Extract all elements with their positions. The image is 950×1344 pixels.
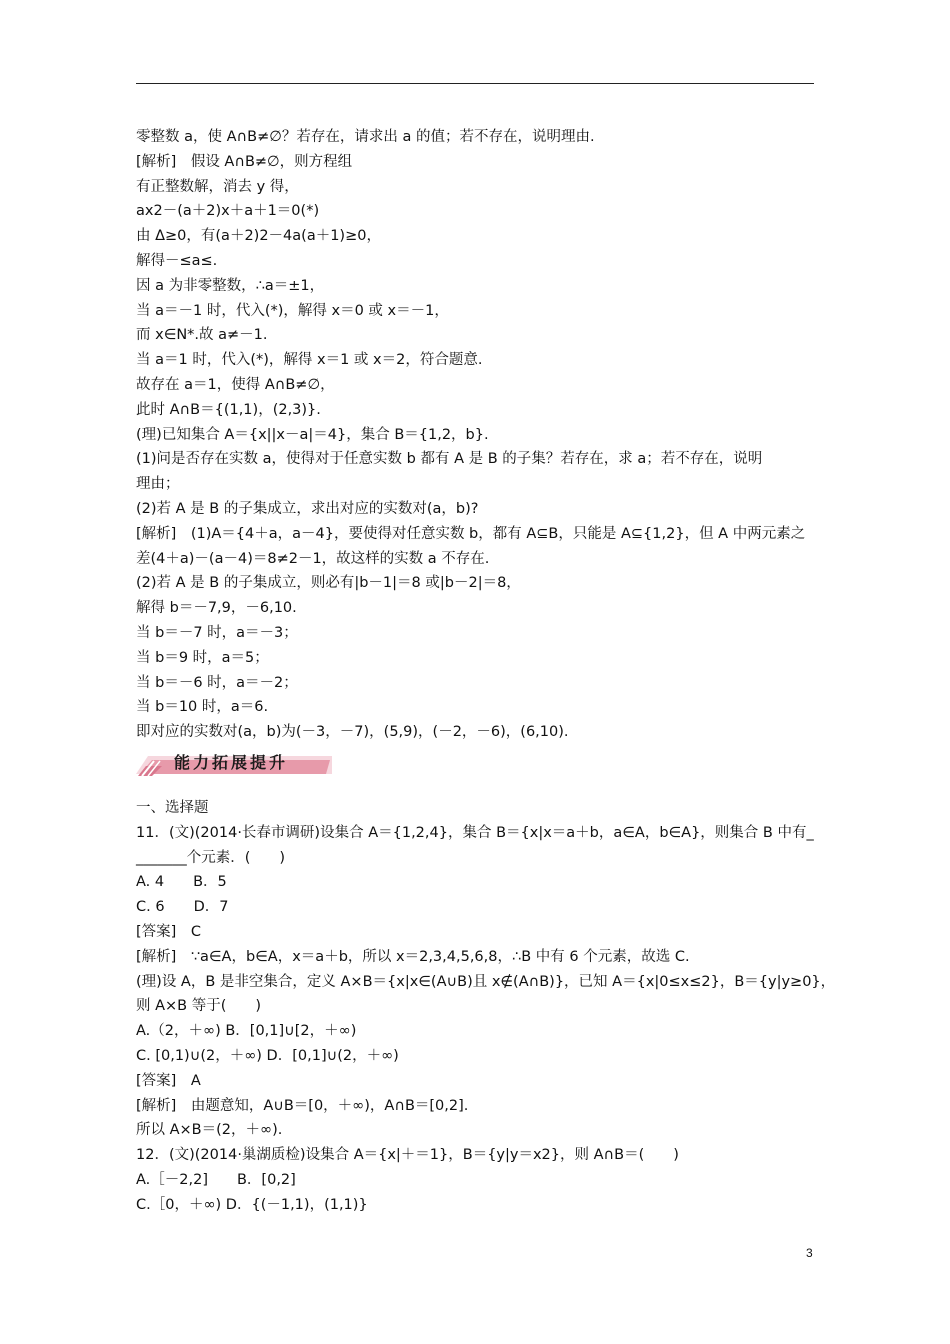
text-line: [解析] 由题意知，A∪B＝[0，＋∞)，A∩B＝[0,2]. [136, 1097, 469, 1114]
text-line: 一、选择题 [136, 800, 209, 816]
text-line: (2)若 A 是 B 的子集成立，求出对应的实数对(a，b)? [136, 500, 479, 517]
text-line: C. 6 D．7 [136, 899, 229, 916]
text-line: 有正整数解，消去 y 得， [136, 178, 299, 195]
text-line: 即对应的实数对(a，b)为(－3，－7)，(5,9)，(－2，－6)，(6,10). [136, 724, 569, 741]
text-line: 当 b＝－6 时，a＝－2； [136, 674, 298, 691]
text-line: 当 b＝－7 时，a＝－3； [136, 624, 298, 641]
text-line: _______个元素．( ) [136, 849, 286, 866]
text-line: 11．(文)(2014·长春市调研)设集合 A＝{1,2,4}，集合 B＝{x|x＝a＋b，a∈A，b∈A}，则集合 B 中有_ [136, 824, 814, 841]
text-line: A. 4 B．5 [136, 874, 227, 891]
text-line: 此时 A∩B＝{(1,1)，(2,3)}. [136, 401, 321, 418]
text-line: C. [0,1)∪(2，＋∞) D．[0,1]∪(2，＋∞) [136, 1047, 399, 1064]
text-line: 则 A×B 等于( ) [136, 998, 262, 1015]
text-line: [解析] ∵a∈A，b∈A，x＝a＋b，所以 x＝2,3,4,5,6,8，∴B 中有 6 个元素，故选 C. [136, 948, 690, 965]
text-line: 当 a＝1 时，代入(*)，解得 x＝1 或 x＝2，符合题意. [136, 352, 483, 369]
text-line: 理由； [136, 476, 180, 493]
section-banner [136, 748, 336, 778]
text-line: (1)问是否存在实数 a，使得对于任意实数 b 都有 A 是 B 的子集？若存在，求 a；若不存在，说明 [136, 451, 763, 468]
text-line: A.［－2,2] B．[0,2] [136, 1171, 296, 1188]
text-line: 当 a＝－1 时，代入(*)，解得 x＝0 或 x＝－1， [136, 302, 449, 319]
text-line: [解析] (1)A＝{4＋a，a－4}，要使得对任意实数 b，都有 A⊆B，只能是 A⊆{1,2}，但 A 中两元素之 [136, 525, 806, 542]
header-rule [136, 83, 814, 84]
text-line: 解得－≤a≤. [136, 252, 218, 269]
text-line: 故存在 a＝1，使得 A∩B≠∅， [136, 376, 335, 393]
text-line: [答案] A [136, 1072, 201, 1089]
text-line: ax2－(a＋2)x＋a＋1＝0(*) [136, 203, 320, 220]
text-line: [解析] 假设 A∩B≠∅，则方程组 [136, 153, 353, 170]
text-line: 当 b＝9 时，a＝5； [136, 649, 269, 666]
text-line: 零整数 a，使 A∩B≠∅？若存在，请求出 a 的值；若不存在，说明理由. [136, 129, 595, 145]
text-line: 因 a 为非零整数，∴a＝±1， [136, 277, 325, 294]
text-line: 解得 b＝－7,9，－6,10. [136, 600, 297, 617]
answer-section [136, 125, 826, 745]
text-line: 当 b＝10 时，a＝6. [136, 699, 269, 716]
text-line: A.（2，＋∞) B．[0,1]∪[2，＋∞) [136, 1023, 357, 1040]
banner-title: 能力拓展提升 [174, 753, 289, 772]
exercise-section [136, 796, 836, 1218]
text-line: 所以 A×B＝(2，＋∞). [136, 1122, 283, 1139]
text-line: 由 Δ≥0，有(a＋2)2－4a(a＋1)≥0， [136, 228, 381, 245]
page-number: 3 [806, 1246, 813, 1260]
text-line: 12．(文)(2014·巢湖质检)设集合 A＝{x|＋＝1}，B＝{y|y＝x2}，则 A∩B＝( ) [136, 1147, 679, 1164]
text-line: 差(4＋a)－(a－4)＝8≠2－1，故这样的实数 a 不存在. [136, 550, 490, 567]
text-line: (理)设 A，B 是非空集合，定义 A×B＝{x|x∈(A∪B)且 x∉(A∩B)}，已知 A＝{x|0≤x≤2}，B＝{y|y≥0}， [136, 973, 836, 990]
text-line: C.［0，＋∞) D．{(－1,1)，(1,1)} [136, 1196, 368, 1213]
text-line: [答案] C [136, 923, 201, 940]
text-line: 而 x∈N*.故 a≠－1. [136, 327, 268, 344]
text-line: (理)已知集合 A＝{x||x－a|＝4}，集合 B＝{1,2，b}. [136, 426, 489, 443]
text-line: (2)若 A 是 B 的子集成立，则必有|b－1|＝8 或|b－2|＝8， [136, 575, 521, 592]
